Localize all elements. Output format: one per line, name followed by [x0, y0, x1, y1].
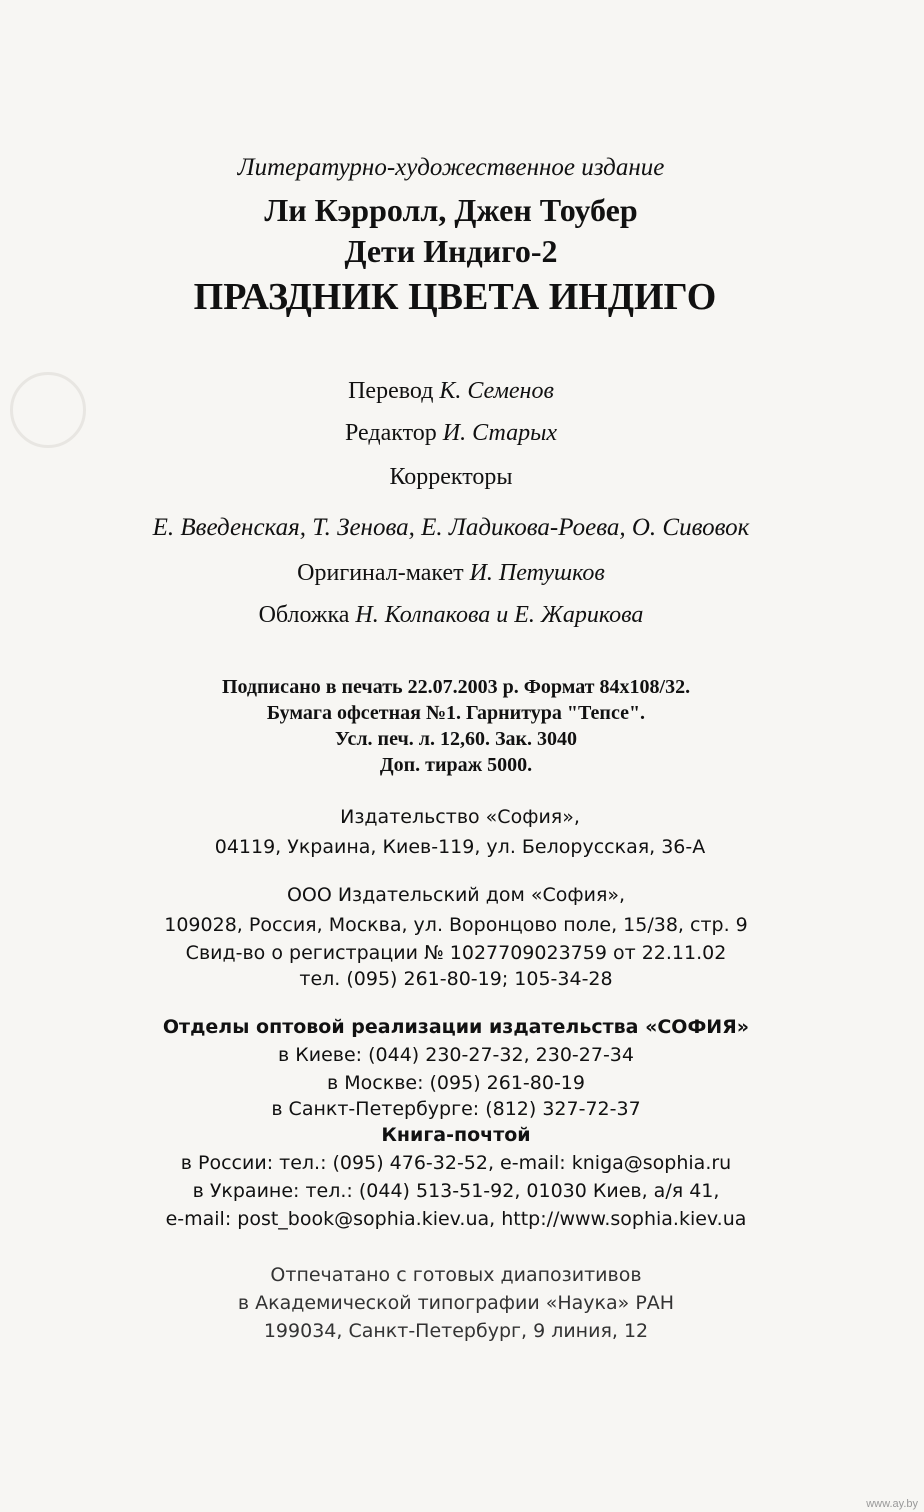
- editor-name: И. Старых: [442, 420, 557, 446]
- site-watermark: www.ay.by: [866, 1498, 918, 1510]
- proofreaders-names: Е. Введенская, Т. Зенова, Е. Ладикова-Роева, О. Сивовок: [152, 514, 750, 541]
- authors-line: Ли Кэрролл, Джен Тоубер: [264, 192, 638, 228]
- publisher-ua-name: Издательство «София»,: [340, 806, 580, 828]
- cover-label: Обложка: [258, 602, 350, 628]
- translator-label: Перевод: [348, 378, 434, 404]
- editor-label: Редактор: [345, 420, 437, 446]
- cover-line: [0, 602, 924, 629]
- printer-line-3: 199034, Санкт-Петербург, 9 линия, 12: [263, 1320, 649, 1342]
- layout-name: И. Петушков: [469, 560, 605, 586]
- printer-line-2: в Академической типографии «Наука» РАН: [237, 1292, 675, 1314]
- sales-spb: в Санкт-Петербурге: (812) 327-72-37: [271, 1098, 641, 1120]
- series-line: Дети Индиго-2: [344, 233, 558, 269]
- sales-heading: Отделы оптовой реализации издательства «СОФИЯ»: [162, 1016, 750, 1038]
- book-title: ПРАЗДНИК ЦВЕТА ИНДИГО: [193, 276, 717, 318]
- print-info-line-3: Усл. печ. л. 12,60. Зак. 3040: [334, 728, 578, 750]
- editor-line: [0, 420, 924, 447]
- publisher-ru-address: 109028, Россия, Москва, ул. Воронцово поле, 15/38, стр. 9: [164, 914, 748, 936]
- mail-order-ukraine: в Украине: тел.: (044) 513-51-92, 01030 Киев, а/я 41,: [192, 1180, 720, 1202]
- printer-line-1: Отпечатано с готовых диапозитивов: [270, 1264, 642, 1286]
- layout-line: [0, 560, 924, 587]
- publisher-ru-name: ООО Издательский дом «София»,: [286, 884, 626, 906]
- publisher-ru-phone: тел. (095) 261-80-19; 105-34-28: [299, 968, 613, 990]
- mail-order-web: e-mail: post_book@sophia.kiev.ua, http://www.sophia.kiev.ua: [165, 1208, 747, 1230]
- print-info-line-4: Доп. тираж 5000.: [379, 754, 533, 776]
- layout-label: Оригинал-макет: [297, 560, 464, 586]
- mail-order-heading: Книга-почтой: [381, 1124, 531, 1146]
- sales-moscow: в Москве: (095) 261-80-19: [327, 1072, 585, 1094]
- mail-order-russia: в России: тел.: (095) 476-32-52, e-mail: kniga@sophia.ru: [180, 1152, 732, 1174]
- genre-line: Литературно-художественное издание: [237, 154, 665, 181]
- cover-names: Н. Колпакова и Е. Жарикова: [355, 602, 644, 628]
- translator-line: [0, 378, 924, 405]
- publisher-ua-address: 04119, Украина, Киев-119, ул. Белорусская, 36-А: [214, 836, 706, 858]
- sales-kiev: в Киеве: (044) 230-27-32, 230-27-34: [278, 1044, 634, 1066]
- bleed-through-text: [270, 4, 276, 30]
- publisher-ru-registration: Свид-во о регистрации № 1027709023759 от 22.11.02: [185, 942, 727, 964]
- print-info-line-1: Подписано в печать 22.07.2003 р. Формат 84x108/32.: [221, 676, 691, 698]
- proofreaders-label: Корректоры: [389, 464, 513, 490]
- translator-name: К. Семенов: [439, 378, 554, 404]
- print-info-line-2: Бумага офсетная №1. Гарнитура "Тепсе".: [266, 702, 646, 724]
